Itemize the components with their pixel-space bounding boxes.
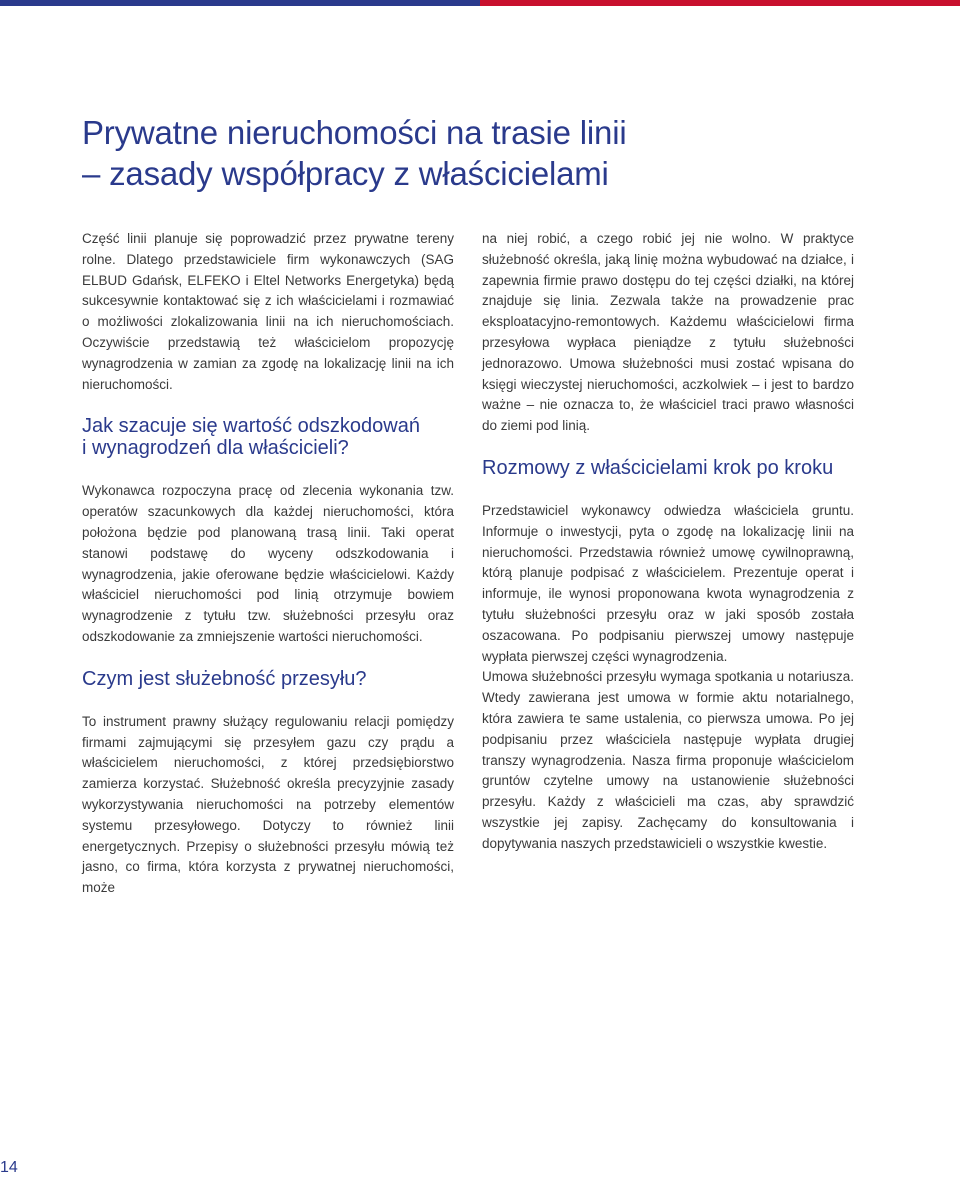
left-column <box>82 229 454 899</box>
heading-talks-step-by-step: Rozmowy z właścicielami krok po kroku <box>482 456 834 479</box>
heading-compensation <box>82 415 454 459</box>
page-title-line-1: Prywatne nieruchomości na trasie linii <box>82 114 627 151</box>
compensation-paragraph: Wykonawca rozpoczyna pracę od zlecenia wykonania tzw. operatów szacunkowych dla każdej nieruchomości, która położona będzie pod planowaną trasą linii. Taki operat stanowi podstawę do wyceny odszkodowania i wynagrodzenia, jakie oferowane będzie właścicielowi. Każdy właściciel nieruchomości pod linią otrzymuje bowiem wynagrodzenie z tytułu tzw. służebności przesyłu oraz odszkodowanie za zmniejszenie wartości nieruchomości. <box>82 483 454 644</box>
talks-paragraph-1: Przedstawiciel wykonawcy odwiedza właściciela gruntu. Informuje o inwestycji, pyta o zgodę na lokalizację linii na nieruchomości. Przedstawia również umowę cywilnoprawną, którą planuje podpisać z właścicielem. Prezentuje operat i informuje, ile wynosi proponowana kwota wynagrodzenia z tytułu służebności przesyłu oraz w jaki sposób została oszacowana. Po podpisaniu pierwszej umowy następuje wypłata pierwszej części wynagrodzenia. <box>482 502 854 664</box>
top-bar-red-segment <box>480 0 960 6</box>
page-title-line-2: – zasady współpracy z właścicielami <box>82 155 609 192</box>
heading-compensation-line-2: i wynagrodzeń dla właścicieli? <box>82 437 349 460</box>
page-title <box>82 112 902 194</box>
top-color-bar <box>0 0 960 6</box>
right-column <box>482 229 854 855</box>
talks-paragraph-2: Umowa służebności przesyłu wymaga spotkania u notariusza. Wtedy zawierana jest umowa w formie aktu notarialnego, która zawiera te same ustalenia, co pierwsza umowa. Po jej podpisaniu przez właściciela następuje wypłata drugiej transzy wynagrodzenia. Nasza firma proponuje właścicielom gruntów czytelne umowy na ustanowienie służebności przesyłu. Każdy z właścicieli ma czas, aby sprawdzić wszystkie jej zapisy. Zachęcamy do konsultowania i dopytywania naszych przedstawicieli o wszystkie kwestie. <box>482 669 854 851</box>
intro-paragraph: Część linii planuje się poprowadzić przez prywatne tereny rolne. Dlatego przedstawiciele firm wykonawczych (SAG ELBUD Gdańsk, ELFEKO i Eltel Networks Energetyka) będą sukcesywnie kontaktować się z ich właścicielami i rozmawiać o możliwości zlokalizowania linii na ich nieruchomościach. Oczywiście przedstawią też właścicielom propozycję wynagrodzenia w zamian za zgodę na lokalizację linii na ich nieruchomości. <box>82 231 454 392</box>
heading-easement: Czym jest służebność przesyłu? <box>82 667 367 690</box>
easement-paragraph-continued: na niej robić, a czego robić jej nie wolno. W praktyce służebność określa, jaką linię można wybudować na działce, i zapewnia firmie prawo dostępu do tej części działki, na której znajduje się linia. Zezwala także na prowadzenie prac eksploatacyjno-remontowych. Każdemu właścicielowi firma przesyłowa wypłaca pieniądze z tytułu służebności jednorazowo. Umowa służebności musi zostać wpisana do księgi wieczystej nieruchomości, aczkolwiek – i jest to bardzo ważne – nie oznacza to, że właściciel traci prawo własności do ziemi pod linią. <box>482 231 854 434</box>
page-number: 14 <box>0 1150 20 1185</box>
heading-compensation-line-1: Jak szacuje się wartość odszkodowań <box>82 415 420 438</box>
easement-paragraph: To instrument prawny służący regulowaniu relacji pomiędzy firmami zajmującymi się przesyłem gazu czy prądu a właścicielem nieruchomości, z której przedsiębiorstwo zamierza korzystać. Służebność określa precyzyjnie zasady wykorzystywania nieruchomości na potrzeby elementów systemu przesyłowego. Dotyczy to również linii energetycznych. Przepisy o służebności przesyłu mówią też jasno, co firma, która korzysta z prywatnej nieruchomości, może <box>82 713 454 896</box>
top-bar-blue-segment <box>0 0 480 6</box>
